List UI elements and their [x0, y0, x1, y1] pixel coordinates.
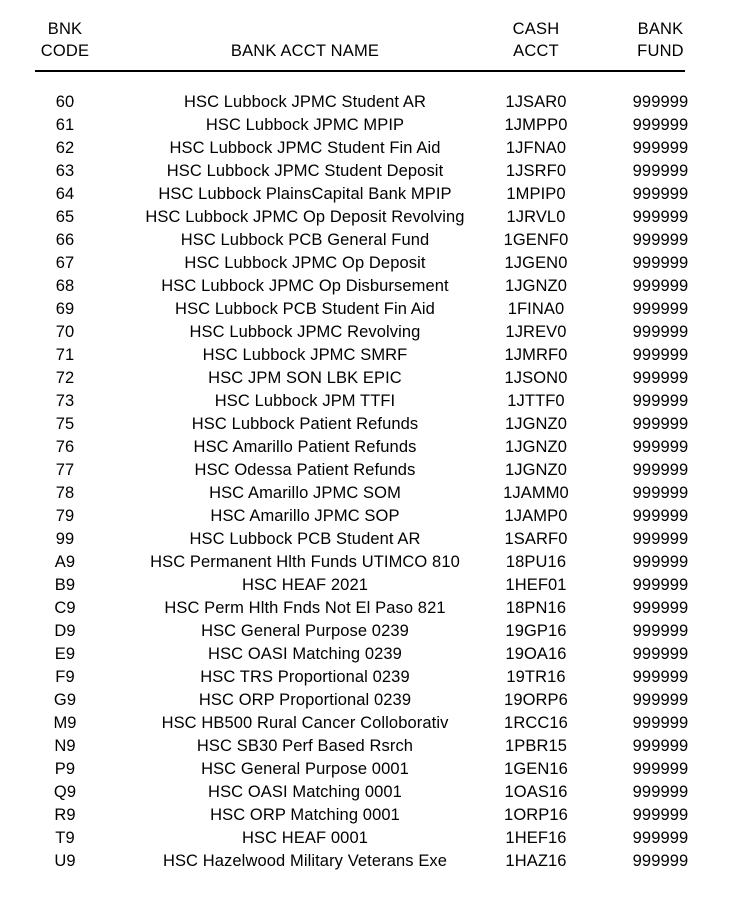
cell-bnk-code: E9 [54, 645, 76, 663]
cell-acct-name: HSC Lubbock PCB General Fund [180, 231, 430, 249]
cell-bnk-code: C9 [54, 599, 76, 617]
header-rule-cell [0, 66, 729, 77]
cell-bnk-code: T9 [55, 829, 75, 847]
cell-bnk-code: G9 [53, 691, 77, 709]
header-spacer-row [0, 77, 729, 91]
cell-acct-name: HSC Lubbock Patient Refunds [191, 415, 419, 433]
table-row [0, 390, 729, 413]
cell-cash-acct: 18PN16 [505, 599, 567, 617]
cell-bank-fund: 999999 [632, 714, 689, 732]
column-header-cash-acct-line1: CASH [512, 20, 560, 38]
cell-bank-fund: 999999 [632, 116, 689, 134]
table-row [0, 758, 729, 781]
cell-cash-acct: 1RCC16 [504, 714, 568, 732]
cell-bank-fund: 999999 [632, 346, 689, 364]
cell-acct-name: HSC Lubbock PCB Student AR [189, 530, 421, 548]
table-row [0, 367, 729, 390]
cell-acct-name: HSC TRS Proportional 0239 [200, 668, 410, 686]
cell-bnk-code: N9 [54, 737, 76, 755]
cell-bnk-code: 62 [55, 139, 75, 157]
header-rule-row [0, 66, 729, 77]
cell-acct-name: HSC Lubbock JPMC SMRF [202, 346, 408, 364]
cell-bnk-code: 77 [55, 461, 75, 479]
table-row [0, 643, 729, 666]
table-row [0, 505, 729, 528]
table-row [0, 666, 729, 689]
cell-bnk-code: F9 [55, 668, 75, 686]
cell-bnk-code: 69 [55, 300, 75, 318]
table-row [0, 712, 729, 735]
cell-cash-acct: 1JGNZ0 [504, 415, 568, 433]
cell-acct-name: HSC Amarillo Patient Refunds [193, 438, 417, 456]
cell-acct-name: HSC Amarillo JPMC SOM [209, 484, 401, 502]
cell-bank-fund: 999999 [632, 231, 689, 249]
table-row [0, 413, 729, 436]
cell-acct-name: HSC OASI Matching 0239 [208, 645, 402, 663]
column-header-bank-fund [592, 0, 729, 40]
column-header-cash-acct-line2: ACCT [513, 42, 559, 60]
table-row [0, 298, 729, 321]
cell-cash-acct: 1GENF0 [503, 231, 569, 249]
cell-bank-fund: 999999 [632, 668, 689, 686]
cell-bank-fund: 999999 [632, 507, 689, 525]
cell-bnk-code: 63 [55, 162, 75, 180]
cell-acct-name: HSC Lubbock JPMC Student AR [183, 93, 427, 111]
cell-bank-fund: 999999 [632, 323, 689, 341]
cell-acct-name: HSC Lubbock PCB Student Fin Aid [175, 300, 435, 318]
table-body [0, 91, 729, 873]
table-row [0, 620, 729, 643]
table-row [0, 160, 729, 183]
table-row [0, 183, 729, 206]
cell-cash-acct: 1JGNZ0 [504, 461, 568, 479]
cell-bank-fund: 999999 [632, 806, 689, 824]
cell-acct-name: HSC Lubbock JPMC Op Disbursement [161, 277, 449, 295]
cell-cash-acct: 19ORP6 [504, 691, 568, 709]
cell-bank-fund: 999999 [632, 645, 689, 663]
cell-acct-name: HSC Odessa Patient Refunds [194, 461, 416, 479]
cell-cash-acct: 1JSON0 [504, 369, 568, 387]
table-row [0, 459, 729, 482]
cell-acct-name: HSC JPM SON LBK EPIC [208, 369, 402, 387]
cell-cash-acct: 1JREV0 [505, 323, 567, 341]
cell-cash-acct: 1JGNZ0 [504, 277, 568, 295]
cell-bnk-code: R9 [54, 806, 76, 824]
cell-acct-name: HSC Hazelwood Military Veterans Exe [162, 852, 448, 870]
cell-cash-acct: 1PBR15 [504, 737, 568, 755]
column-header-bnk-code-line2: CODE [40, 42, 90, 60]
cell-bnk-code: D9 [54, 622, 76, 640]
cell-bank-fund: 999999 [632, 300, 689, 318]
cell-bnk-code: 71 [55, 346, 75, 364]
cell-bnk-code: 64 [55, 185, 75, 203]
cell-acct-name: HSC Lubbock PlainsCapital Bank MPIP [158, 185, 452, 203]
cell-acct-name: HSC Permanent Hlth Funds UTIMCO 810 [150, 553, 460, 571]
cell-bank-fund: 999999 [632, 783, 689, 801]
cell-bnk-code: U9 [54, 852, 76, 870]
cell-bnk-code: 67 [55, 254, 75, 272]
cell-bank-fund: 999999 [632, 392, 689, 410]
table-row [0, 91, 729, 114]
table-row [0, 206, 729, 229]
column-header-bank-acct-name [130, 0, 480, 40]
cell-cash-acct: 1JSAR0 [505, 93, 567, 111]
cell-bank-fund: 999999 [632, 139, 689, 157]
cell-bnk-code: Q9 [53, 783, 77, 801]
cell-acct-name: HSC Lubbock JPMC Student Fin Aid [169, 139, 441, 157]
cell-acct-name: HSC Lubbock JPMC Student Deposit [166, 162, 444, 180]
column-header-bank-fund-line1: BANK [637, 20, 684, 38]
cell-bnk-code: 68 [55, 277, 75, 295]
cell-cash-acct: 1JGEN0 [504, 254, 568, 272]
cell-cash-acct: 19TR16 [506, 668, 566, 686]
table-row [0, 528, 729, 551]
cell-bank-fund: 999999 [632, 438, 689, 456]
cell-bank-fund: 999999 [632, 162, 689, 180]
table-row [0, 114, 729, 137]
table-row [0, 551, 729, 574]
cell-bank-fund: 999999 [632, 737, 689, 755]
table-row [0, 781, 729, 804]
cell-bnk-code: 73 [55, 392, 75, 410]
column-header-cash-acct-line2-cell [480, 40, 592, 66]
cell-bank-fund: 999999 [632, 622, 689, 640]
cell-cash-acct: 1JRVL0 [506, 208, 566, 226]
cell-bnk-code: 65 [55, 208, 75, 226]
cell-acct-name: HSC HEAF 2021 [241, 576, 369, 594]
column-header-bnk-code-line2-cell [0, 40, 130, 66]
cell-bank-fund: 999999 [632, 484, 689, 502]
cell-cash-acct: 1JTTF0 [507, 392, 565, 410]
cell-acct-name: HSC HB500 Rural Cancer Colloborativ [161, 714, 449, 732]
cell-bank-fund: 999999 [632, 576, 689, 594]
cell-bnk-code: 79 [55, 507, 75, 525]
cell-cash-acct: 19GP16 [505, 622, 567, 640]
cell-acct-name: HSC Lubbock JPMC Op Deposit Revolving [145, 208, 465, 226]
cell-acct-name: HSC HEAF 0001 [241, 829, 369, 847]
table-row [0, 344, 729, 367]
cell-bnk-code: 72 [55, 369, 75, 387]
cell-cash-acct: 1MPIP0 [506, 185, 566, 203]
cell-bnk-code: 99 [55, 530, 75, 548]
cell-bank-fund: 999999 [632, 185, 689, 203]
column-header-bank-fund-line2: FUND [637, 42, 684, 60]
header-row-line-1 [0, 0, 729, 40]
cell-bank-fund: 999999 [632, 691, 689, 709]
cell-bank-fund: 999999 [632, 93, 689, 111]
cell-bnk-code: 66 [55, 231, 75, 249]
cell-bnk-code: 61 [55, 116, 75, 134]
cell-bnk-code: 75 [55, 415, 75, 433]
column-header-cash-acct [480, 0, 592, 40]
cell-cash-acct: 1SARF0 [504, 530, 568, 548]
cell-cash-acct: 1OAS16 [504, 783, 568, 801]
cell-bank-fund: 999999 [632, 369, 689, 387]
cell-acct-name: HSC Lubbock JPM TTFI [214, 392, 396, 410]
cell-acct-name: HSC General Purpose 0001 [201, 760, 409, 778]
table-row [0, 321, 729, 344]
cell-acct-name: HSC Perm Hlth Fnds Not El Paso 821 [164, 599, 446, 617]
cell-bank-fund: 999999 [632, 829, 689, 847]
cell-bank-fund: 999999 [632, 461, 689, 479]
cell-cash-acct: 1ORP16 [504, 806, 568, 824]
header-divider [35, 70, 685, 72]
cell-acct-name: HSC General Purpose 0239 [201, 622, 409, 640]
cell-cash-acct: 1HAZ16 [505, 852, 567, 870]
cell-acct-name: HSC Amarillo JPMC SOP [210, 507, 400, 525]
column-header-bank-acct-name-line2-cell [130, 40, 480, 66]
cell-bank-fund: 999999 [632, 277, 689, 295]
cell-acct-name: HSC Lubbock JPMC Revolving [189, 323, 421, 341]
table-row [0, 275, 729, 298]
header-row-line-2 [0, 40, 729, 66]
table-row [0, 689, 729, 712]
table-row [0, 137, 729, 160]
table-row [0, 229, 729, 252]
cell-cash-acct: 1GEN16 [504, 760, 568, 778]
cell-bank-fund: 999999 [632, 760, 689, 778]
table-row [0, 574, 729, 597]
cell-cash-acct: 1JMPP0 [504, 116, 568, 134]
cell-cash-acct: 1JFNA0 [505, 139, 567, 157]
cell-cash-acct: 1JAMP0 [504, 507, 568, 525]
cell-bnk-code: 76 [55, 438, 75, 456]
cell-cash-acct: 1FINA0 [507, 300, 565, 318]
cell-acct-name: HSC Lubbock JPMC MPIP [205, 116, 405, 134]
cell-acct-name: HSC SB30 Perf Based Rsrch [196, 737, 414, 755]
column-header-bnk-code-line1: BNK [47, 20, 83, 38]
column-header-bank-fund-line2-cell [592, 40, 729, 66]
cell-bank-fund: 999999 [632, 553, 689, 571]
table-header [0, 0, 729, 91]
cell-bank-fund: 999999 [632, 415, 689, 433]
cell-bank-fund: 999999 [632, 530, 689, 548]
cell-bnk-code: M9 [53, 714, 77, 732]
table-row [0, 804, 729, 827]
cell-bnk-code: P9 [54, 760, 76, 778]
cell-cash-acct: 19OA16 [505, 645, 567, 663]
table-row [0, 827, 729, 850]
table-row [0, 252, 729, 275]
cell-bnk-code: 60 [55, 93, 75, 111]
column-header-bank-acct-name-line2: BANK ACCT NAME [230, 42, 380, 60]
cell-cash-acct: 18PU16 [505, 553, 567, 571]
cell-acct-name: HSC ORP Proportional 0239 [198, 691, 412, 709]
cell-cash-acct: 1HEF16 [505, 829, 567, 847]
cell-acct-name: HSC OASI Matching 0001 [208, 783, 402, 801]
cell-cash-acct: 1JGNZ0 [504, 438, 568, 456]
cell-cash-acct: 1JMRF0 [504, 346, 568, 364]
column-header-bnk-code [0, 0, 130, 40]
cell-acct-name: HSC ORP Matching 0001 [210, 806, 400, 824]
table-row [0, 482, 729, 505]
cell-bnk-code: B9 [54, 576, 76, 594]
table-row [0, 597, 729, 620]
cell-acct-name: HSC Lubbock JPMC Op Deposit [184, 254, 426, 272]
cell-bank-fund: 999999 [632, 208, 689, 226]
cell-bank-fund: 999999 [632, 254, 689, 272]
table-row [0, 436, 729, 459]
table-row [0, 850, 729, 873]
cell-bnk-code: A9 [54, 553, 76, 571]
cell-cash-acct: 1JSRF0 [505, 162, 567, 180]
table-row [0, 735, 729, 758]
cell-cash-acct: 1HEF01 [505, 576, 567, 594]
cell-cash-acct: 1JAMM0 [503, 484, 569, 502]
header-spacer-cell [0, 77, 729, 91]
cell-bank-fund: 999999 [632, 852, 689, 870]
cell-bnk-code: 78 [55, 484, 75, 502]
cell-bank-fund: 999999 [632, 599, 689, 617]
cell-bnk-code: 70 [55, 323, 75, 341]
